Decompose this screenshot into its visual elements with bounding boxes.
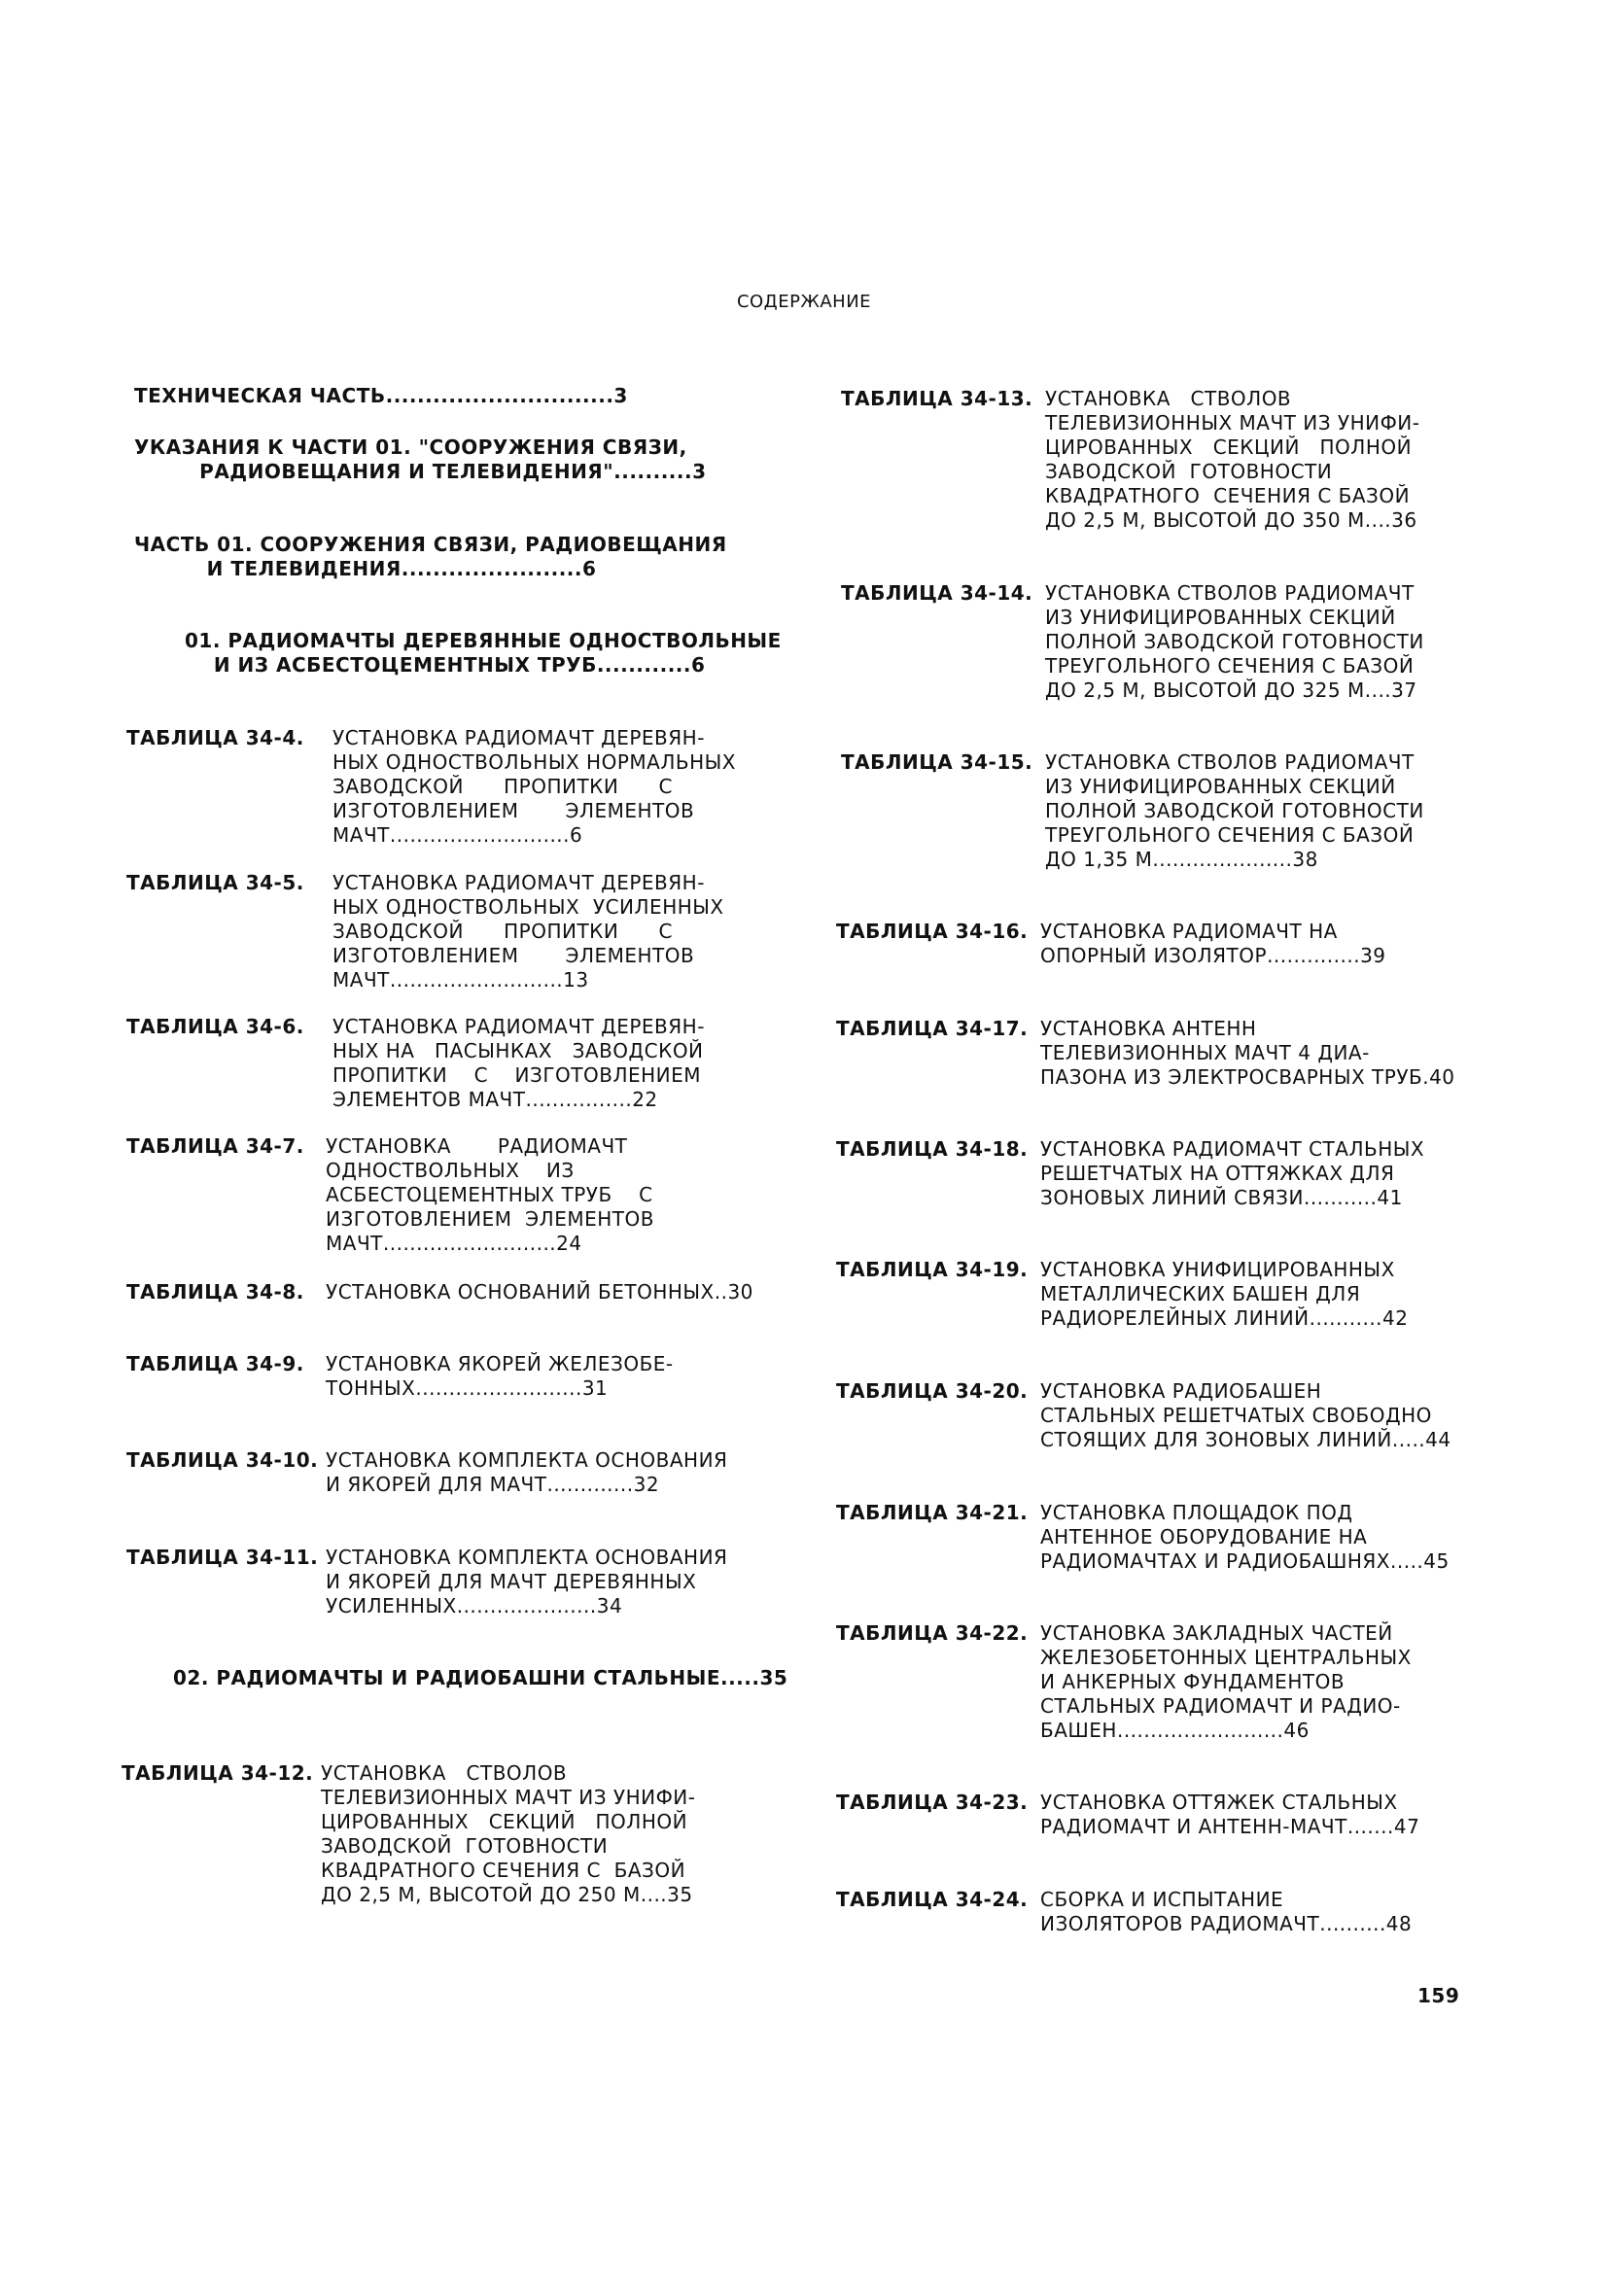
toc-table-ref: ТАБЛИЦА 34-14. <box>841 581 1033 605</box>
toc-entry-title: УСТАНОВКА РАДИОБАШЕН СТАЛЬНЫХ РЕШЕТЧАТЫХ СВОБОДНО СТОЯЩИХ ДЛЯ ЗОНОВЫХ ЛИНИЙ.....44 <box>1040 1379 1451 1451</box>
page-title: СОДЕРЖАНИЕ <box>736 292 872 312</box>
toc-entry-title: УСТАНОВКА КОМПЛЕКТА ОСНОВАНИЯ И ЯКОРЕЙ ДЛЯ МАЧТ.............32 <box>326 1448 728 1496</box>
toc-table-ref: ТАБЛИЦА 34-16. <box>836 920 1029 943</box>
toc-entry-title: УСТАНОВКА УНИФИЦИРОВАННЫХ МЕТАЛЛИЧЕСКИХ БАШЕН ДЛЯ РАДИОРЕЛЕЙНЫХ ЛИНИЙ...........42 <box>1040 1258 1409 1330</box>
toc-table-ref: ТАБЛИЦА 34-19. <box>836 1258 1029 1281</box>
toc-entry-title: 02. РАДИОМАЧТЫ И РАДИОБАШНИ СТАЛЬНЫЕ.....35 <box>173 1666 788 1689</box>
toc-table-ref: ТАБЛИЦА 34-9. <box>126 1352 304 1375</box>
toc-entry-title: ЧАСТЬ 01. СООРУЖЕНИЯ СВЯЗИ, РАДИОВЕЩАНИЯ И ТЕЛЕВИДЕНИЯ.......................6 <box>134 533 727 580</box>
toc-table-ref: ТАБЛИЦА 34-6. <box>126 1015 304 1038</box>
toc-table-ref: ТАБЛИЦА 34-5. <box>126 871 304 894</box>
toc-entry-title: УСТАНОВКА РАДИОМАЧТ НА ОПОРНЫЙ ИЗОЛЯТОР..............39 <box>1040 920 1386 967</box>
toc-entry-title: ТЕХНИЧЕСКАЯ ЧАСТЬ.............................3 <box>134 384 628 407</box>
toc-entry-title: УСТАНОВКА РАДИОМАЧТ ДЕРЕВЯН- НЫХ ОДНОСТВОЛЬНЫХ УСИЛЕННЫХ ЗАВОДСКОЙ ПРОПИТКИ С ИЗГОТОВЛЕНИЕМ ЭЛЕМЕНТОВ МАЧТ..........................13 <box>332 871 724 991</box>
toc-entry-title: УСТАНОВКА РАДИОМАЧТ ОДНОСТВОЛЬНЫХ ИЗ АСБЕСТОЦЕМЕНТНЫХ ТРУБ С ИЗГОТОВЛЕНИЕМ ЭЛЕМЕНТОВ МАЧТ..........................24 <box>326 1134 654 1255</box>
toc-table-ref: ТАБЛИЦА 34-10. <box>126 1448 319 1472</box>
toc-entry-title: УСТАНОВКА ОТТЯЖЕК СТАЛЬНЫХ РАДИОМАЧТ И АНТЕНН-МАЧТ.......47 <box>1040 1791 1420 1838</box>
toc-table-ref: ТАБЛИЦА 34-23. <box>836 1791 1029 1814</box>
toc-table-ref: ТАБЛИЦА 34-20. <box>836 1379 1029 1403</box>
toc-table-ref: ТАБЛИЦА 34-13. <box>841 387 1033 410</box>
toc-table-ref: ТАБЛИЦА 34-21. <box>836 1501 1029 1524</box>
toc-table-ref: ТАБЛИЦА 34-11. <box>126 1546 319 1569</box>
page-number: 159 <box>1417 1984 1460 2007</box>
toc-entry-title: УКАЗАНИЯ К ЧАСТИ 01. "СООРУЖЕНИЯ СВЯЗИ, РАДИОВЕЩАНИЯ И ТЕЛЕВИДЕНИЯ"..........3 <box>134 435 707 483</box>
toc-table-ref: ТАБЛИЦА 34-18. <box>836 1137 1029 1161</box>
toc-table-ref: ТАБЛИЦА 34-4. <box>126 726 304 749</box>
toc-entry-title: УСТАНОВКА РАДИОМАЧТ ДЕРЕВЯН- НЫХ НА ПАСЫНКАХ ЗАВОДСКОЙ ПРОПИТКИ С ИЗГОТОВЛЕНИЕМ ЭЛЕМЕНТОВ МАЧТ................22 <box>332 1015 705 1111</box>
toc-entry-title: УСТАНОВКА АНТЕНН ТЕЛЕВИЗИОННЫХ МАЧТ 4 ДИА- ПАЗОНА ИЗ ЭЛЕКТРОСВАРНЫХ ТРУБ.40 <box>1040 1017 1455 1089</box>
toc-entry-title: УСТАНОВКА СТВОЛОВ ТЕЛЕВИЗИОННЫХ МАЧТ ИЗ УНИФИ- ЦИРОВАННЫХ СЕКЦИЙ ПОЛНОЙ ЗАВОДСКОЙ ГОТОВНОСТИ КВАДРАТНОГО СЕЧЕНИЯ С БАЗОЙ ДО 2,5 М, ВЫСОТОЙ ДО 250 М....35 <box>321 1761 696 1906</box>
toc-entry-title: УСТАНОВКА СТВОЛОВ РАДИОМАЧТ ИЗ УНИФИЦИРОВАННЫХ СЕКЦИЙ ПОЛНОЙ ЗАВОДСКОЙ ГОТОВНОСТИ ТРЕУГОЛЬНОГО СЕЧЕНИЯ С БАЗОЙ ДО 2,5 М, ВЫСОТОЙ ДО 325 М....37 <box>1045 581 1424 702</box>
toc-entry-title: УСТАНОВКА ПЛОЩАДОК ПОД АНТЕННОЕ ОБОРУДОВАНИЕ НА РАДИОМАЧТАХ И РАДИОБАШНЯХ.....45 <box>1040 1501 1450 1573</box>
toc-entry-title: УСТАНОВКА КОМПЛЕКТА ОСНОВАНИЯ И ЯКОРЕЙ ДЛЯ МАЧТ ДЕРЕВЯННЫХ УСИЛЕННЫХ.....................34 <box>326 1546 728 1618</box>
toc-entry-title: УСТАНОВКА ЯКОРЕЙ ЖЕЛЕЗОБЕ- ТОННЫХ.........................31 <box>326 1352 674 1400</box>
toc-entry-title: 01. РАДИОМАЧТЫ ДЕРЕВЯННЫЕ ОДНОСТВОЛЬНЫЕ И ИЗ АСБЕСТОЦЕМЕНТНЫХ ТРУБ............6 <box>185 629 782 677</box>
toc-table-ref: ТАБЛИЦА 34-15. <box>841 750 1033 774</box>
toc-table-ref: ТАБЛИЦА 34-17. <box>836 1017 1029 1040</box>
toc-entry-title: УСТАНОВКА СТВОЛОВ РАДИОМАЧТ ИЗ УНИФИЦИРОВАННЫХ СЕКЦИЙ ПОЛНОЙ ЗАВОДСКОЙ ГОТОВНОСТИ ТРЕУГОЛЬНОГО СЕЧЕНИЯ С БАЗОЙ ДО 1,35 М.....................38 <box>1045 750 1424 871</box>
toc-entry-title: УСТАНОВКА ОСНОВАНИЙ БЕТОННЫХ..30 <box>326 1280 753 1304</box>
toc-table-ref: ТАБЛИЦА 34-22. <box>836 1621 1029 1645</box>
toc-entry-title: СБОРКА И ИСПЫТАНИЕ ИЗОЛЯТОРОВ РАДИОМАЧТ..........48 <box>1040 1888 1413 1935</box>
toc-entry-title: УСТАНОВКА РАДИОМАЧТ СТАЛЬНЫХ РЕШЕТЧАТЫХ НА ОТТЯЖКАХ ДЛЯ ЗОНОВЫХ ЛИНИЙ СВЯЗИ...........41 <box>1040 1137 1425 1209</box>
toc-table-ref: ТАБЛИЦА 34-24. <box>836 1888 1029 1911</box>
toc-entry-title: УСТАНОВКА ЗАКЛАДНЫХ ЧАСТЕЙ ЖЕЛЕЗОБЕТОННЫХ ЦЕНТРАЛЬНЫХ И АНКЕРНЫХ ФУНДАМЕНТОВ СТАЛЬНЫХ РАДИОМАЧТ И РАДИО- БАШЕН.........................46 <box>1040 1621 1412 1742</box>
toc-table-ref: ТАБЛИЦА 34-12. <box>122 1761 314 1785</box>
toc-entry-title: УСТАНОВКА СТВОЛОВ ТЕЛЕВИЗИОННЫХ МАЧТ ИЗ УНИФИ- ЦИРОВАННЫХ СЕКЦИЙ ПОЛНОЙ ЗАВОДСКОЙ ГОТОВНОСТИ КВАДРАТНОГО СЕЧЕНИЯ С БАЗОЙ ДО 2,5 М, ВЫСОТОЙ ДО 350 М....36 <box>1045 387 1420 532</box>
toc-entry-title: УСТАНОВКА РАДИОМАЧТ ДЕРЕВЯН- НЫХ ОДНОСТВОЛЬНЫХ НОРМАЛЬНЫХ ЗАВОДСКОЙ ПРОПИТКИ С ИЗГОТОВЛЕНИЕМ ЭЛЕМЕНТОВ МАЧТ...........................6 <box>332 726 736 847</box>
toc-table-ref: ТАБЛИЦА 34-7. <box>126 1134 304 1158</box>
toc-table-ref: ТАБЛИЦА 34-8. <box>126 1280 304 1304</box>
